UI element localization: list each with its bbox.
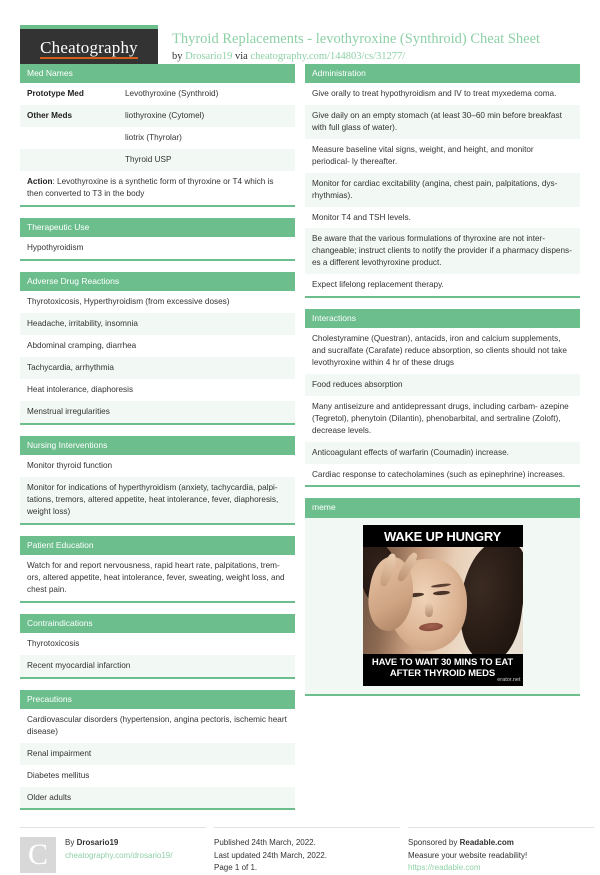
table-row: [20, 455, 295, 477]
table-row: [20, 313, 295, 335]
footer-sponsor-tagline: Measure your website readability!: [408, 850, 528, 860]
section-heading: Interactions: [305, 309, 580, 328]
section-heading: Nursing Interventions: [20, 436, 295, 455]
section-block: [20, 64, 295, 207]
row-text: Menstrual irregularities: [27, 406, 110, 416]
footer-sponsor-block: [408, 827, 594, 874]
table-row: [305, 228, 580, 274]
table-row: [305, 442, 580, 464]
byline-source-link[interactable]: cheatography.com/144803/cs/31277/: [250, 51, 406, 63]
meme-bottom-text: [363, 654, 523, 686]
section-block: [305, 309, 580, 487]
table-row: [20, 633, 295, 655]
row-text: Many antiseizure and antidepressant drugs, including carbam- azepine (Tegretol), phenytoin (Dilantin), phenobarbital, and sertraline (Zoloft), decrease levels.: [312, 401, 569, 435]
row-text: Thyrotoxicosis: [27, 638, 80, 648]
meme-watermark: erator.net: [497, 677, 521, 684]
row-text: Thyrotoxicosis, Hyperthyroidism (from excessive doses): [27, 297, 230, 307]
row-text: Measure baseline vital signs, weight, and height, and monitor periodical- ly thereafter.: [312, 145, 534, 166]
row-text: Headache, irritability, insomnia: [27, 319, 138, 329]
table-row: [20, 655, 295, 677]
footer-profile-link[interactable]: cheatography.com/drosario19/: [65, 850, 173, 860]
table-row: [20, 291, 295, 313]
table-row: [305, 274, 580, 296]
table-row: [305, 396, 580, 442]
meme-top-text: WAKE UP HUNGRY: [383, 528, 502, 544]
row-text: Monitor T4 and TSH levels.: [312, 212, 411, 222]
table-row: [305, 83, 580, 105]
row-text: Cardiac response to catecholamines (such as epinephrine) increases.: [312, 469, 566, 479]
table-row: [20, 237, 295, 259]
row-text: Action: Levothyroxine is a synthetic form of thyroxine or T4 which is then converted to T3 in the body: [27, 176, 274, 198]
row-key: [27, 154, 125, 166]
footer-sponsor-prefix: Sponsored by: [408, 838, 460, 848]
table-row: [305, 328, 580, 374]
meme-row: [305, 518, 580, 694]
row-key: [27, 132, 125, 144]
meme-block: [305, 498, 580, 695]
meme-photo: [363, 547, 523, 654]
footer-author-name: Drosario19: [76, 838, 119, 848]
row-text: Abdominal cramping, diarrhea: [27, 341, 137, 351]
meme-bottom-line-2: AFTER THYROID MEDS: [389, 667, 496, 679]
section-heading: Patient Education: [20, 536, 295, 555]
content-columns: [20, 64, 580, 821]
row-text: Give daily on an empty stomach (at least 30–60 min before breakfast with full glass of water).: [312, 111, 562, 133]
row-text: Renal impairment: [27, 748, 92, 758]
table-row: [20, 555, 295, 601]
table-row: [20, 765, 295, 787]
table-row: [20, 477, 295, 523]
footer-sponsor-url-line: [408, 862, 584, 874]
table-row: [20, 105, 295, 127]
row-text: Recent myocardial infarction: [27, 660, 131, 670]
section-block: [20, 614, 295, 679]
byline-author[interactable]: Drosario19: [185, 51, 233, 63]
footer-author-line: [65, 837, 172, 849]
row-text: Monitor for cardiac excitability (angina, chest pain, palpitations, dys- rhythmias).: [312, 178, 558, 200]
section-block: [305, 64, 580, 298]
row-value: Thyroid USP: [125, 155, 172, 165]
row-text: Food reduces absorption: [312, 380, 403, 390]
row-text: Cholestyramine (Questran), antacids, iron and calcium supplements, and sucralfate (Carafate) reduce absorption, so clients should not take levothyroxine within 4 hr of these drugs: [312, 334, 567, 368]
row-text: Give orally to treat hypothyroidism and IV to treat myxedema coma.: [312, 89, 557, 99]
section-heading: Contraindications: [20, 614, 295, 633]
table-row: [20, 335, 295, 357]
byline-by-label: by: [172, 51, 186, 63]
row-text: Monitor thyroid function: [27, 460, 113, 470]
row-key: Prototype Med: [27, 89, 84, 99]
section-heading: Precautions: [20, 690, 295, 709]
section-block: [20, 536, 295, 603]
footer-page-number: Page 1 of 1.: [214, 863, 258, 873]
table-row: [20, 787, 295, 809]
row-text: Expect lifelong replacement therapy.: [312, 280, 444, 290]
table-row: [305, 207, 580, 229]
byline-via-label: via: [232, 51, 251, 63]
table-row: [20, 127, 295, 149]
footer-published: Published 24th March, 2022.: [214, 838, 316, 848]
section-heading: meme: [305, 498, 580, 517]
footer-author-text: [65, 837, 172, 874]
row-text: Cardiovascular disorders (hypertension, angina pectoris, ischemic heart disease): [27, 715, 287, 736]
page-header: [20, 0, 580, 63]
footer-sponsor-link[interactable]: https://readable.com: [408, 863, 481, 873]
section-block: [20, 436, 295, 525]
table-row: [20, 709, 295, 743]
table-row: [20, 83, 295, 105]
footer-profile-line: [65, 850, 172, 862]
row-text-bold-prefix: Action: [27, 176, 53, 186]
row-value: Levothyroxine (Synthroid): [125, 89, 219, 99]
page-title: Thyroid Replacements - levothyroxine (Synthroid) Cheat Sheet: [172, 31, 541, 47]
table-row: [305, 173, 580, 207]
row-text: Tachycardia, arrhythmia: [27, 362, 114, 372]
table-row: [20, 171, 295, 205]
row-value: liotrix (Thyrolar): [125, 133, 182, 143]
section-heading: Therapeutic Use: [20, 218, 295, 237]
meme-image: [363, 525, 523, 686]
table-row: [305, 374, 580, 396]
page-footer: [20, 827, 580, 874]
right-column: [305, 64, 580, 821]
table-row: [20, 401, 295, 423]
left-column: [20, 64, 295, 821]
section-block: [20, 690, 295, 811]
table-row: [305, 464, 580, 486]
footer-sponsor-line: [408, 837, 584, 849]
title-area: [158, 25, 540, 64]
footer-by-prefix: By: [65, 838, 77, 848]
footer-updated: Last updated 24th March, 2022.: [214, 850, 327, 860]
table-row: [20, 357, 295, 379]
footer-author-block: [20, 827, 206, 874]
avatar: C: [20, 837, 56, 873]
photo-nose: [425, 603, 433, 617]
section-block: [20, 272, 295, 425]
logo-text: Cheatography: [40, 38, 138, 57]
table-row: [305, 105, 580, 139]
logo-box: [20, 29, 158, 69]
cheatography-logo[interactable]: [20, 25, 158, 69]
row-text: Diabetes mellitus: [27, 770, 90, 780]
row-text: Heat intolerance, diaphoresis: [27, 384, 134, 394]
row-text: Monitor for indications of hyperthyroidism (anxiety, tachycardia, palpi- tations, tremors, altered appetite, heat intolerance, fever, diaphoresis, weight loss): [27, 482, 279, 516]
row-text: Be aware that the various formulations of thyroxine are not inter- changeable; instruct clients to notify the provider if a pharmacy dispens- es a different levothyroxine product.: [312, 234, 572, 268]
table-row: [305, 139, 580, 173]
row-key: Other Meds: [27, 111, 73, 121]
row-text: Watch for and report nervousness, rapid heart rate, palpitations, trem- ors, altered appetite, heat intolerance, fever, sweating, weight loss, and chest pain.: [27, 560, 285, 594]
row-text: Older adults: [27, 792, 72, 802]
footer-dates-block: [214, 827, 400, 874]
table-row: [20, 149, 295, 171]
meme-bottom-line-1: HAVE TO WAIT 30 MINS TO EAT: [371, 656, 514, 668]
section-block: [20, 218, 295, 261]
row-text: Anticoagulant effects of warfarin (Coumadin) increase.: [312, 447, 509, 457]
row-text: Hypothyroidism: [27, 243, 84, 253]
table-row: [20, 743, 295, 765]
footer-sponsor-name: Readable.com: [459, 838, 514, 848]
table-row: [20, 379, 295, 401]
byline: [172, 51, 540, 64]
section-heading: Med Names: [20, 64, 295, 83]
row-value: liothyroxine (Cytomel): [125, 111, 205, 121]
section-heading: Adverse Drug Reactions: [20, 272, 295, 291]
section-heading: Administration: [305, 64, 580, 83]
